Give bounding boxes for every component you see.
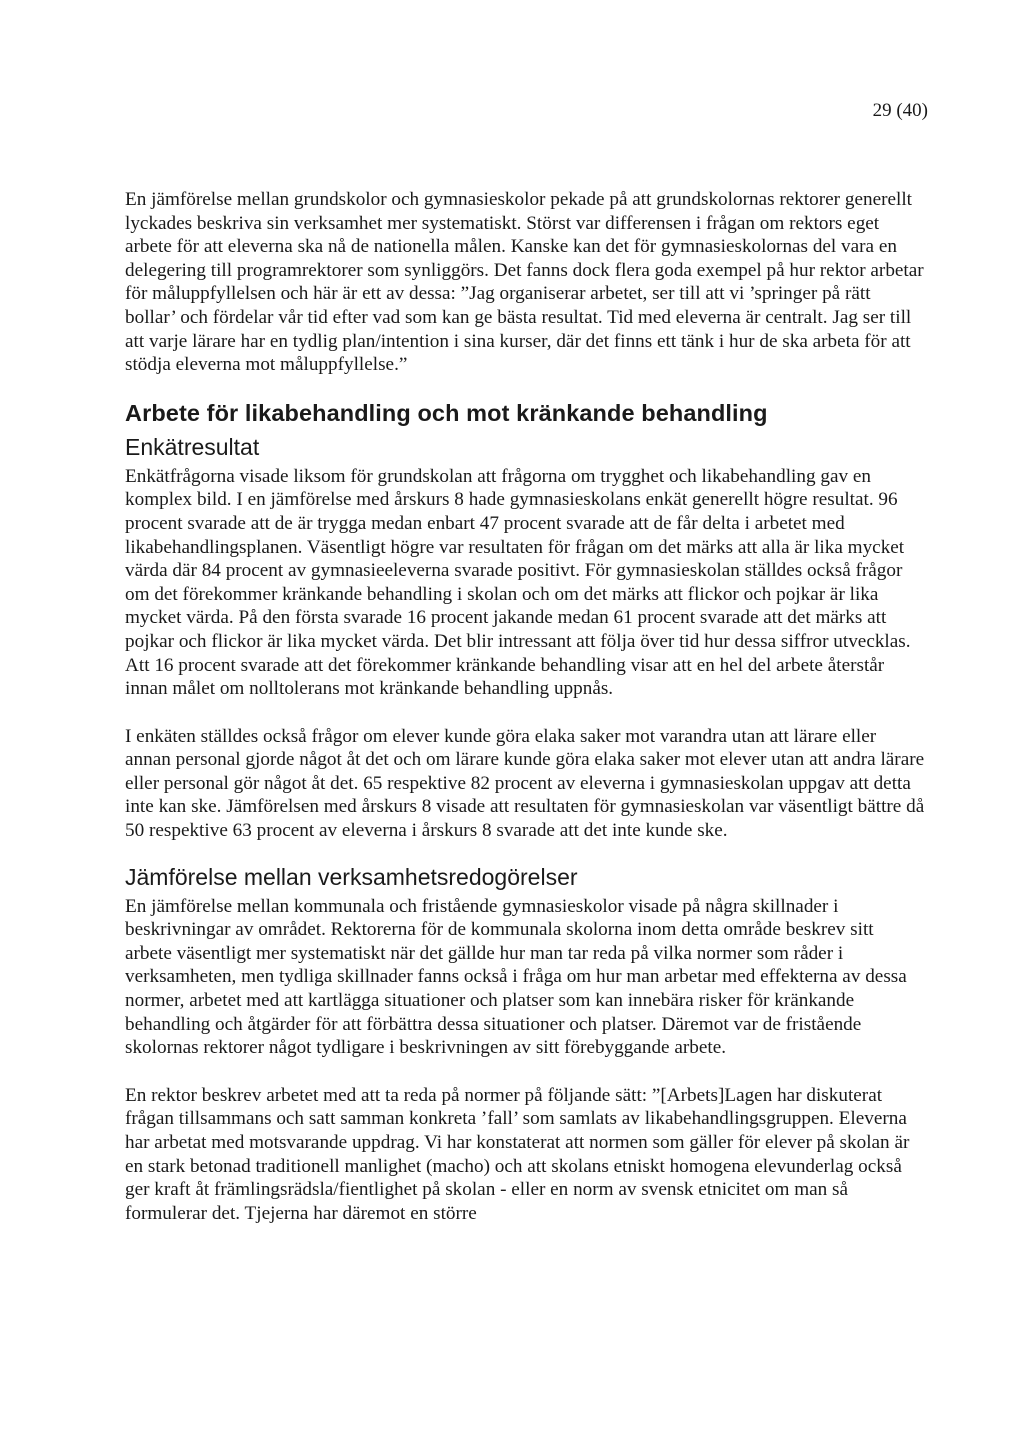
document-body [125,188,925,1225]
section-heading-likabehandling: Arbete för likabehandling och mot kränkande behandling [125,399,768,426]
subheading-jamforelse: Jämförelse mellan verksamhetsredogörelser [125,863,578,890]
intro-paragraph: En jämförelse mellan grundskolor och gymnasieskolor pekade på att grundskolornas rektorer generellt lyckades beskriva sin verksamhet mer systematiskt. Störst var differensen i frågan om rektors eget arbete för att eleverna ska nå de nationella målen. Kanske kan det för gymnasieskolornas del vara en delegering till programrektorer som synliggörs. Det fanns dock flera goda exempel på hur rektor arbetar för måluppfyllelsen och här är ett av dessa: ”Jag organiserar arbetet, ser till att vi ’springer på rätt bollar’ och fördelar vår tid efter vad som kan ge bästa resultat. Tid med eleverna är centralt. Jag ser till att varje lärare har en tydlig plan/intention i sina kurser, där det finns ett tänk i hur de ska arbeta för att stödja eleverna mot måluppfyllelse.” [125,189,924,376]
comparison-paragraph-2: En rektor beskrev arbetet med att ta reda på normer på följande sätt: ”[Arbets]Lagen har diskuterat frågan tillsammans och satt samman konkreta ’fall’ som samlats av likabehandlingsgruppen. Eleverna har arbetat med motsvarande uppdrag. Vi har konstaterat att normen som gäller för elever på skolan är en stark betonad traditionell manlighet (macho) och att skolans etniskt homogena elevunderlag också ger kraft åt främlingsrädsla/fientlighet på skolan - eller en norm av svensk etnicitet om man så formulerar det. Tjejerna har däremot en större [125,1084,910,1224]
comparison-paragraph-1: En jämförelse mellan kommunala och fristående gymnasieskolor visade på några skillnader i beskrivningar av området. Rektorerna för de kommunala skolorna inom detta område beskrev sitt arbete väsentligt mer systematiskt när det gällde hur man tar reda på vilka normer som råder i verksamheten, men tydliga skillnader fanns också i fråga om hur man arbetar med effekterna av dessa normer, arbetet med att kartlägga situationer och platser som kan innebära risker för kränkande behandling och åtgärder för att förbättra dessa situationer och platser. Däremot var de fristående skolornas rektorer något tydligare i beskrivningen av sitt förebyggande arbete. [125,895,907,1059]
subheading-enkatresultat: Enkätresultat [125,433,260,460]
survey-paragraph-2: I enkäten ställdes också frågor om elever kunde göra elaka saker mot varandra utan att lärare eller annan personal gjorde något åt det och om lärare kunde göra elaka saker mot elever utan att andra lärare eller personal gör något åt det. 65 respektive 82 procent av eleverna i gymnasieskolan uppgav att detta inte kan ske. Jämförelsen med årskurs 8 visade att resultaten för gymnasieskolan var väsentligt bättre då 50 respektive 63 procent av eleverna i årskurs 8 svarade att det inte kunde ske. [125,725,925,842]
page-number: 29 (40) [872,100,928,121]
survey-paragraph-1: Enkätfrågorna visade liksom för grundskolan att frågorna om trygghet och likabehandling gav en komplex bild. I en jämförelse med årskurs 8 hade gymnasieskolans enkät generellt högre resultat. 96 procent svarade att de är trygga medan enbart 47 procent svarade att de får delta i arbetet med likabehandlingsplanen. Väsentligt högre var resultaten för frågan om det märks att alla är lika mycket värda där 84 procent av gymnasieeleverna svarade positivt. För gymnasieskolan ställdes också frågor om det förekommer kränkande behandling i skolan och om det märks att flickor och pojkar är lika mycket värda. På den första svarade 16 procent jakande medan 61 procent svarade att det märks att pojkar och flickor är lika mycket värda. Det blir intressant att följa över tid hur dessa siffror utvecklas. Att 16 procent svarade att det förekommer kränkande behandling visar att en hel del arbete återstår innan målet om nolltolerans mot kränkande behandling uppnås. [125,465,911,700]
